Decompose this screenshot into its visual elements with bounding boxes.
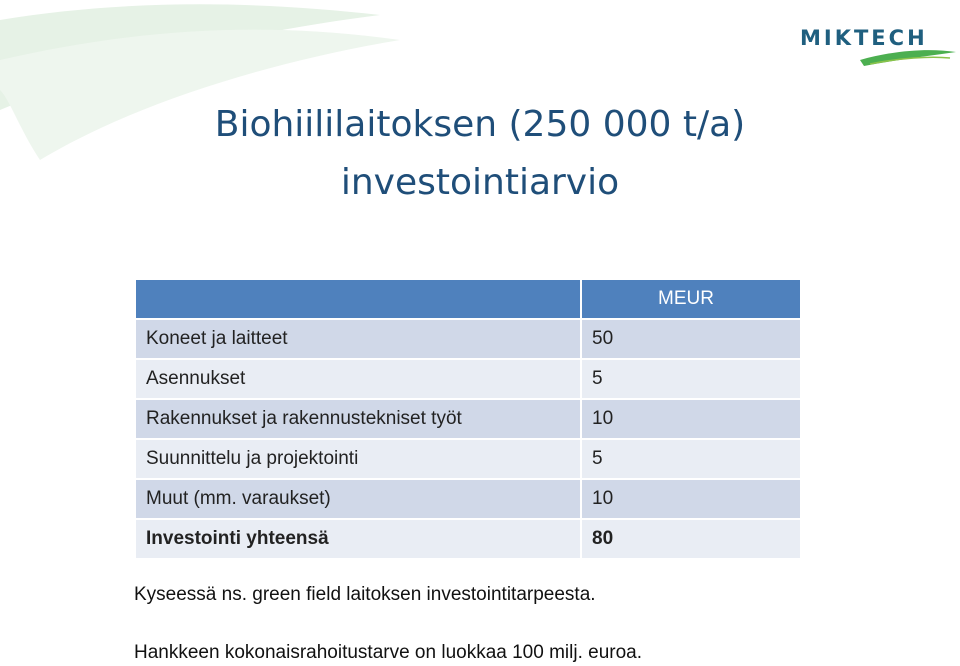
row-value: 50 [581, 319, 801, 359]
unit-header: MEUR [581, 279, 801, 319]
title-line-1: Biohiililaitoksen (250 000 t/a) [214, 104, 746, 145]
logo-text: MIKTECH [800, 26, 928, 50]
row-label: Suunnittelu ja projektointi [135, 439, 581, 479]
page-title [0, 96, 960, 212]
row-label: Koneet ja laitteet [135, 319, 581, 359]
row-value: 10 [581, 399, 801, 439]
header-label-cell [135, 279, 581, 319]
table-total-row [135, 519, 801, 559]
row-label: Asennukset [135, 359, 581, 399]
table-row [135, 399, 801, 439]
investment-table [134, 278, 802, 560]
miktech-logo [800, 26, 958, 68]
logo-swoosh-icon [800, 26, 958, 68]
table-row [135, 319, 801, 359]
table-header-row [135, 279, 801, 319]
table-row [135, 439, 801, 479]
row-label: Muut (mm. varaukset) [135, 479, 581, 519]
note-financing: Hankkeen kokonaisrahoitustarve on luokkaa 100 milj. euroa. [134, 642, 643, 663]
row-value: 5 [581, 359, 801, 399]
total-label: Investointi yhteensä [135, 519, 581, 559]
row-label: Rakennukset ja rakennustekniset työt [135, 399, 581, 439]
note-green-field: Kyseessä ns. green field laitoksen investointitarpeesta. [134, 584, 596, 605]
row-value: 5 [581, 439, 801, 479]
total-value: 80 [581, 519, 801, 559]
row-value: 10 [581, 479, 801, 519]
table-row [135, 359, 801, 399]
table-row [135, 479, 801, 519]
title-line-2: investointiarvio [340, 162, 620, 203]
